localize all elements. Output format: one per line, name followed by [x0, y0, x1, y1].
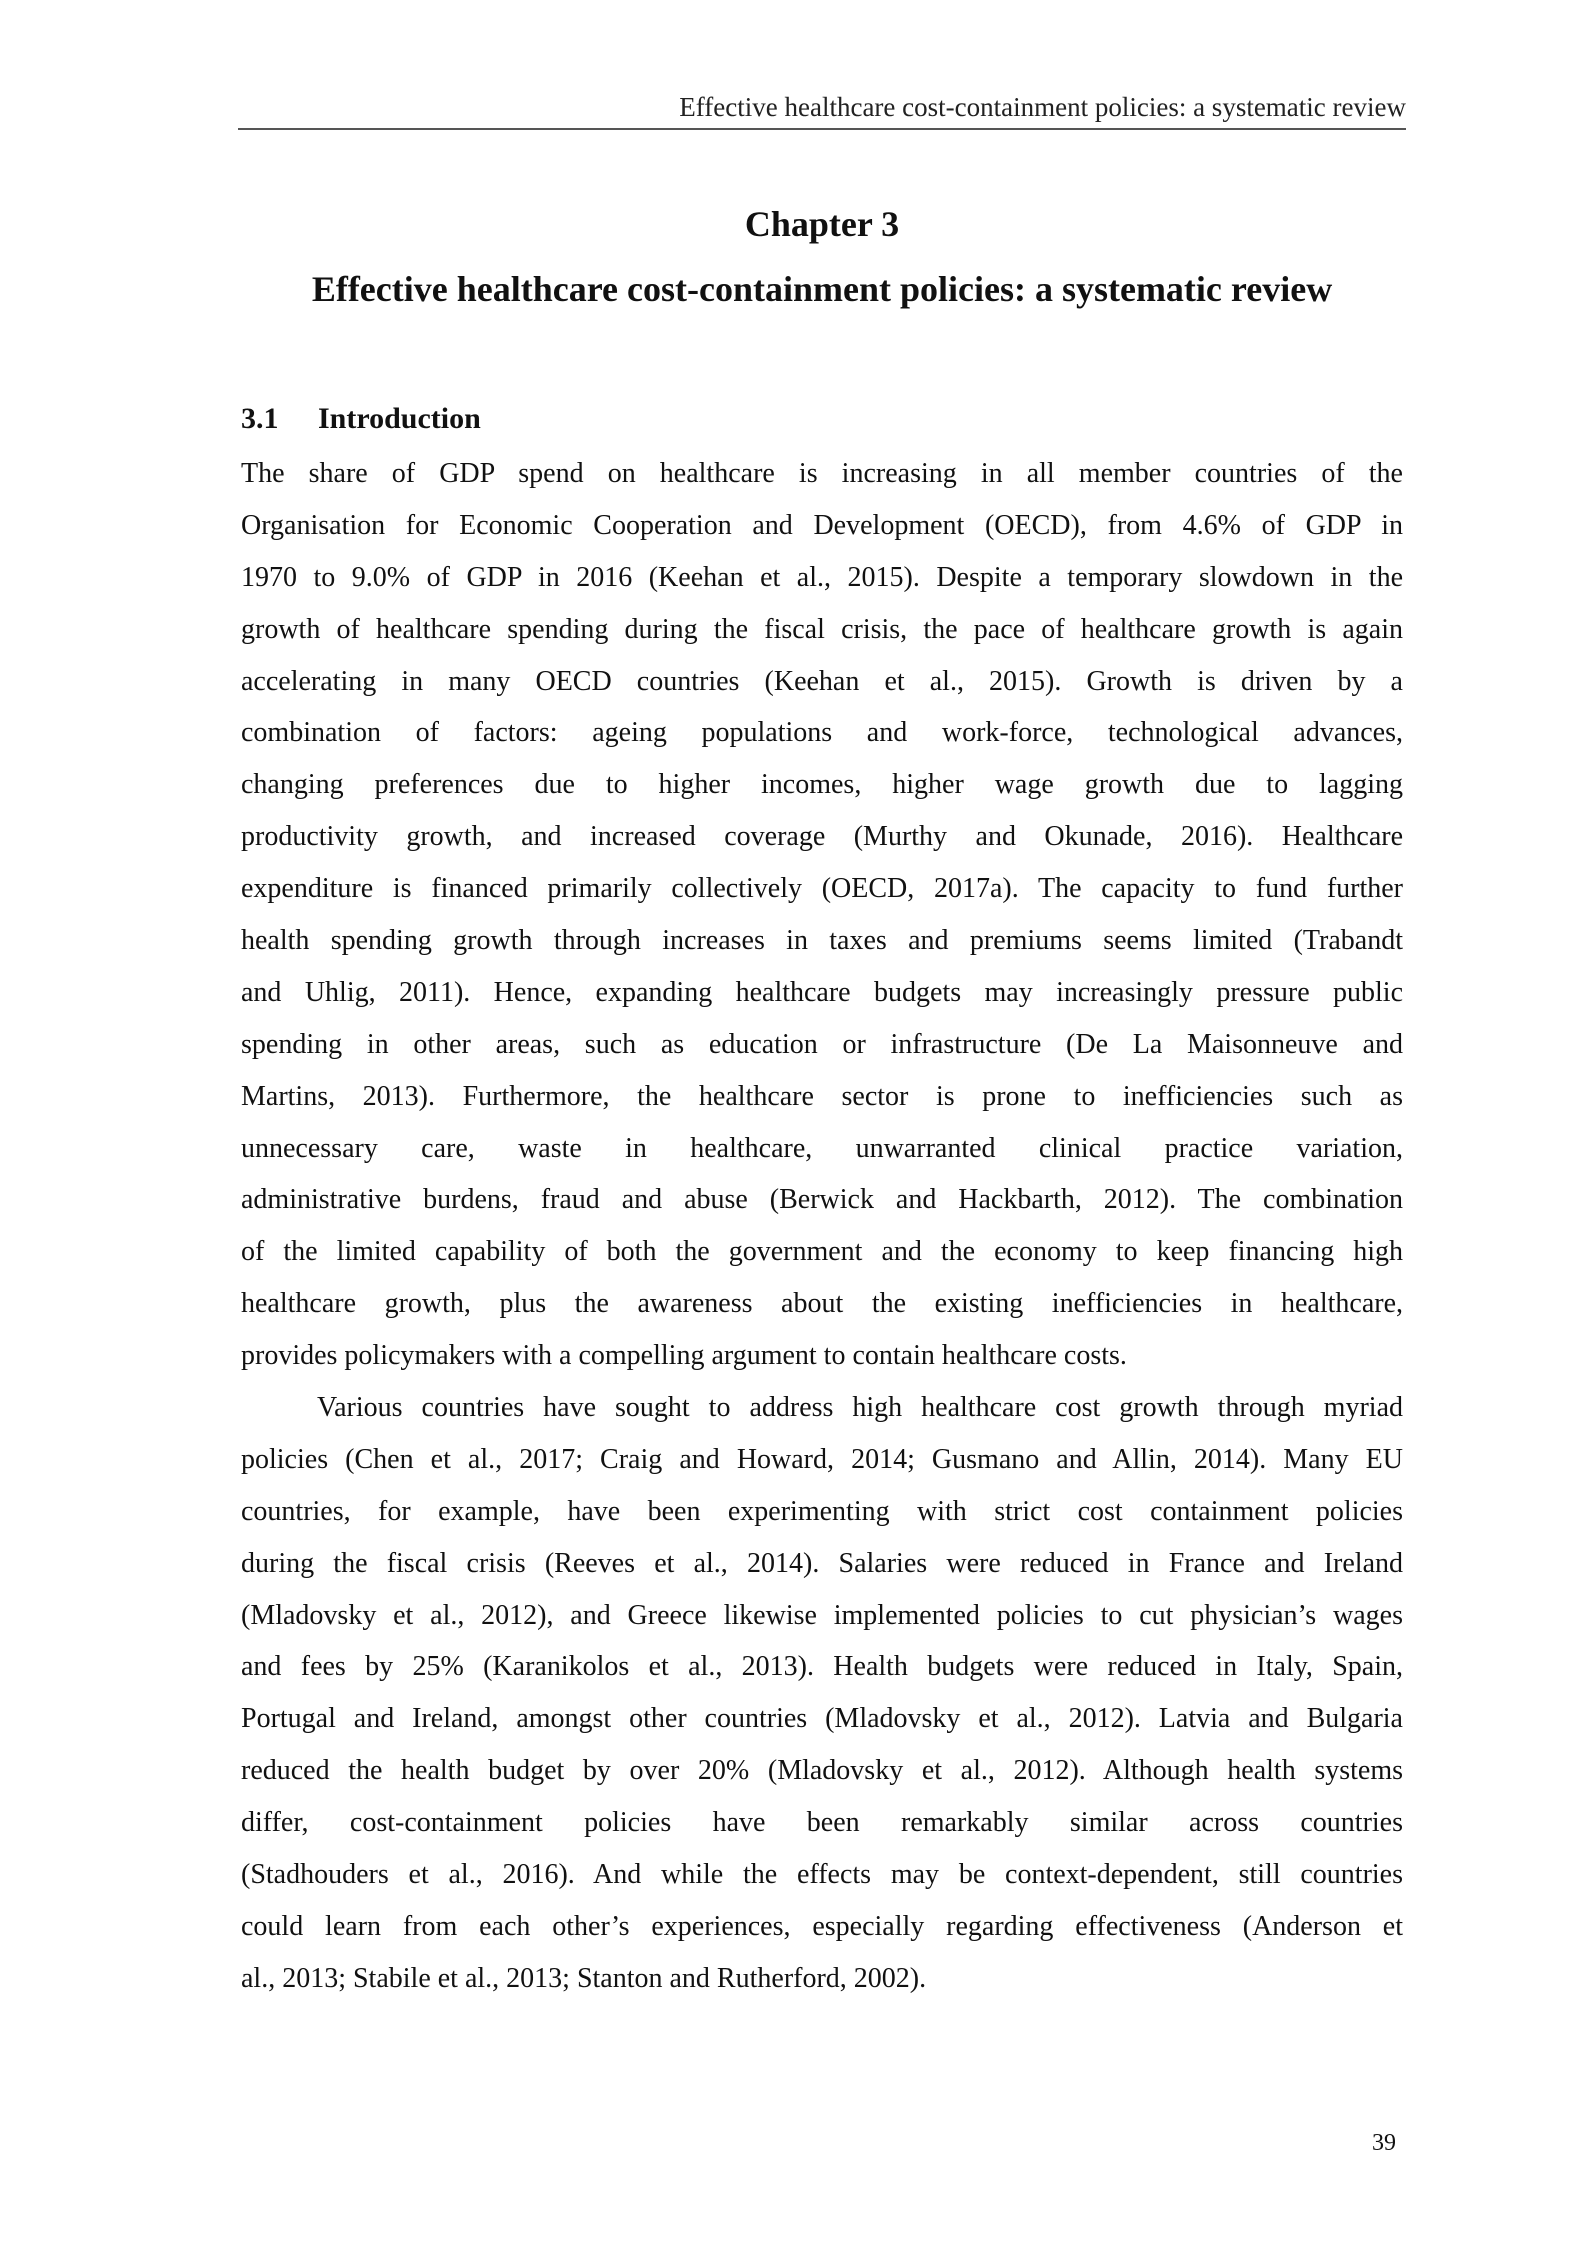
paragraph-1-line: unnecessary care, waste in healthcare, unwarranted clinical practice variation, [241, 1132, 1403, 1164]
paragraph-1-line: productivity growth, and increased coverage (Murthy and Okunade, 2016). Healthcare [241, 821, 1403, 853]
paragraph-2-line: (Stadhouders et al., 2016). And while the effects may be context-dependent, still countries [241, 1859, 1403, 1891]
paragraph-1-line: The share of GDP spend on healthcare is increasing in all member countries of the [241, 458, 1403, 489]
paragraph-2-line: Portugal and Ireland, amongst other countries (Mladovsky et al., 2012). Latvia and Bulgaria [241, 1703, 1403, 1735]
section-number: 3.1 [241, 402, 279, 435]
paragraph-2-line: countries, for example, have been experimenting with strict cost containment policies [241, 1495, 1403, 1527]
paragraph-1-line: health spending growth through increases in taxes and premiums seems limited (Trabandt [241, 925, 1403, 957]
paragraph-2-line: al., 2013; Stabile et al., 2013; Stanton and Rutherford, 2002). [241, 1962, 927, 1994]
paragraph-1-line: accelerating in many OECD countries (Keehan et al., 2015). Growth is driven by a [241, 665, 1403, 697]
header-rule [238, 128, 1406, 130]
paragraph-1-line: and Uhlig, 2011). Hence, expanding healthcare budgets may increasingly pressure public [241, 976, 1403, 1008]
chapter-title: Effective healthcare cost-containment policies: a systematic review [311, 269, 1333, 309]
paragraph-2-line: could learn from each other’s experiences, especially regarding effectiveness (Anderson et [241, 1910, 1403, 1942]
paragraph-2-line: differ, cost-containment policies have been remarkably similar across countries [241, 1807, 1403, 1839]
paragraph-1-line: Martins, 2013). Furthermore, the healthcare sector is prone to inefficiencies such as [241, 1080, 1403, 1112]
paragraph-1-line: combination of factors: ageing populations and work-force, technological advances, [241, 717, 1403, 749]
paragraph-1-line: administrative burdens, fraud and abuse (Berwick and Hackbarth, 2012). The combination [241, 1184, 1403, 1216]
paragraph-2-line: reduced the health budget by over 20% (Mladovsky et al., 2012). Although health systems [241, 1755, 1403, 1787]
chapter-number: Chapter 3 [744, 204, 900, 244]
page-number: 39 [1372, 2130, 1396, 2156]
paragraph-1-line: growth of healthcare spending during the fiscal crisis, the pace of healthcare growth is again [241, 613, 1403, 645]
running-head: Effective healthcare cost-containment policies: a systematic review [679, 92, 1406, 122]
body-text [241, 456, 1403, 2013]
paragraph-2-line: and fees by 25% (Karanikolos et al., 2013). Health budgets were reduced in Italy, Spain, [241, 1651, 1403, 1683]
paragraph-2-line: policies (Chen et al., 2017; Craig and Howard, 2014; Gusmano and Allin, 2014). Many EU [241, 1443, 1403, 1475]
paragraph-1-line: spending in other areas, such as education or infrastructure (De La Maisonneuve and [241, 1028, 1403, 1060]
paragraph-2-line: (Mladovsky et al., 2012), and Greece likewise implemented policies to cut physician’s wages [241, 1599, 1403, 1631]
paragraph-1-line: provides policymakers with a compelling argument to contain healthcare costs. [241, 1340, 1127, 1372]
paragraph-1-line: expenditure is financed primarily collectively (OECD, 2017a). The capacity to fund further [241, 873, 1403, 905]
paragraph-2-line: Various countries have sought to address high healthcare cost growth through myriad [317, 1392, 1403, 1424]
paragraph-1-line: of the limited capability of both the government and the economy to keep financing high [241, 1236, 1403, 1268]
paragraph-1-line: 1970 to 9.0% of GDP in 2016 (Keehan et al., 2015). Despite a temporary slowdown in the [241, 561, 1403, 593]
section-heading [241, 402, 481, 436]
paragraph-2-line: during the fiscal crisis (Reeves et al., 2014). Salaries were reduced in France and Ireland [241, 1547, 1403, 1579]
paragraph-1-line: healthcare growth, plus the awareness about the existing inefficiencies in healthcare, [241, 1288, 1403, 1320]
section-title: Introduction [318, 402, 481, 435]
paragraph-1-line: Organisation for Economic Cooperation and Development (OECD), from 4.6% of GDP in [241, 509, 1403, 541]
paragraph-1-line: changing preferences due to higher incomes, higher wage growth due to lagging [241, 769, 1403, 801]
